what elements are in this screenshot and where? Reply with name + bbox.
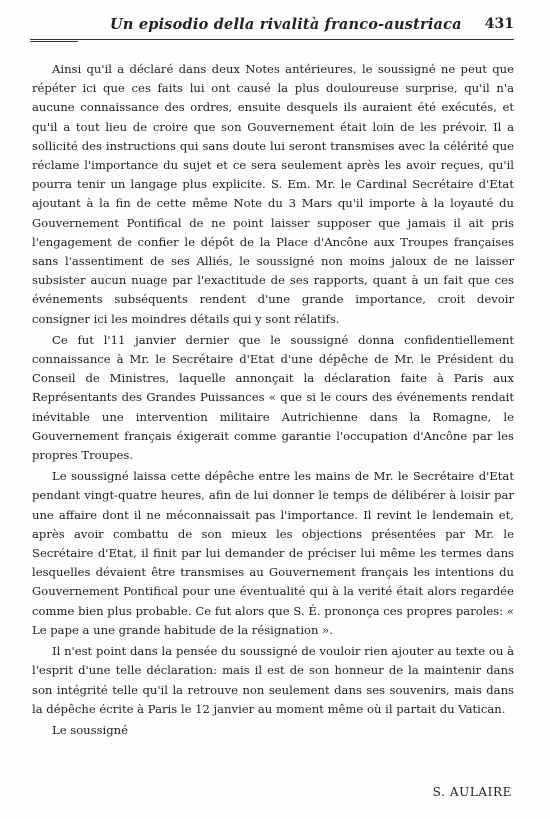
paragraph-4: Il n'est point dans la pensée du soussigné de vouloir rien ajouter au texte ou à l'esprit d'une telle déclaration: mais il est de son honneur de la maintenir dans son intégrité telle qu'il la retrouve non seulement dans ses souvenirs, mais dans la dépêche écrite à Paris le 12 janvier au moment même où il partait du Vatican. <box>32 644 514 716</box>
header-rule-short <box>30 41 78 42</box>
paragraph-2: Ce fut l'11 janvier dernier que le soussigné donna confidentiellement connaissance à Mr. le Secrétaire d'Etat d'une dépêche de Mr. le Président du Conseil de Ministres, laquelle annonçait la déclaration faite à Paris aux Représentants des Grandes Puissances « que si le cours des événements rendait inévitable une intervention militaire Autrichienne dans la Romagne, le Gouvernement français éxigerait comme garantie l'occupation d'Ancône par les propres Troupes. <box>32 332 514 463</box>
paragraph-1: Ainsi qu'il a déclaré dans deux Notes antérieures, le soussigné ne peut que répéter ici que ces faits lui ont causé la plus douloureuse surprise, qu'il n'a aucune connaissance des ordres, ensuite desquels ils auraient été exécutés, et qu'il a tout lieu de croire que son Gouvernement était loin de les prévoir. Il a sollicité des instructions qui sans doute lui seront transmises avec la célérité que réclame l'importance du sujet et ce sera seulement après les avoir reçues, qu'il pourra tenir un langage plus explicite. S. Em. Mr. le Cardinal Secrétaire d'Etat ajoutant à la fin de cette même Note du 3 Mars qu'il importe à la loyauté du Gouvernement Pontifical de ne point laisser supposer que jamais il ait pris l'engagement de confier le dépôt de la Place d'Ancône aux Troupes françaises sans l'assentiment de ses Alliés, le soussigné non moins jaloux de ne laisser subsister aucun nuage par l'exactitude de ses rapports, quant à un fait que ces événements subséquents rendent d'une grande importance, croit devoir consigner ici les moindres détails qui y sont rélatifs. <box>32 62 514 326</box>
closing-line: Le soussigné <box>52 722 128 737</box>
running-title: Un episodio della rivalità franco-austriaca <box>110 16 462 33</box>
paragraph-3: Le soussigné laissa cette dépêche entre les mains de Mr. le Secrétaire d'Etat pendant vingt-quatre heures, afin de lui donner le temps de délibérer à loisir par une affaire dont il ne méconnaissait pas l'importance. Il revint le lendemain et, après avoir combattu de son mieux les objections présentées par Mr. le Secrétaire d'Etat, il finit par lui demander de préciser lui même les termes dans lesquelles dévaient être transmises au Gouvernement français les intentions du Gouvernement Pontifical pour une éventualité qui à la verité était alors regardée comme bien plus probable. Ce fut alors que S. É. prononça ces propres paroles: « Le pape a une grande habitude de la résignation ». <box>32 469 514 637</box>
header-rule <box>30 39 514 40</box>
page-header <box>30 14 514 36</box>
document-body <box>32 60 514 740</box>
page-number: 431 <box>484 16 514 32</box>
signature: S. AULAIRE <box>432 785 512 799</box>
